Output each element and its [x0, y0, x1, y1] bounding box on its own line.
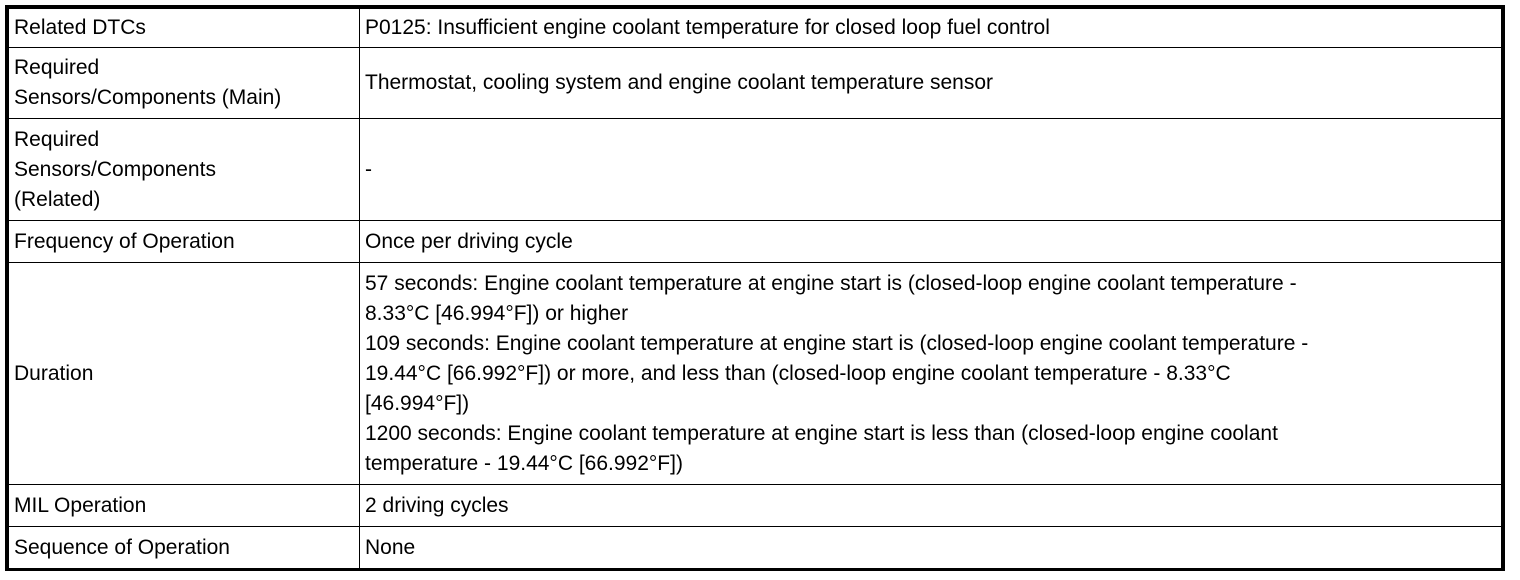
dtc-info-table: [8, 8, 1502, 569]
label-sequence: Sequence of Operation: [9, 527, 360, 569]
value-required-main: Thermostat, cooling system and engine coolant temperature sensor: [360, 48, 1502, 119]
label-frequency: Frequency of Operation: [9, 221, 360, 263]
duration-line: 19.44°C [66.992°F]) or more, and less than (closed-loop engine coolant temperature - 8.33°C: [365, 361, 1231, 385]
value-sequence: None: [360, 527, 1502, 569]
label-line: Required: [14, 56, 100, 79]
value-duration: [360, 263, 1502, 485]
value-frequency: Once per driving cycle: [360, 221, 1502, 263]
value-required-related: -: [360, 119, 1502, 221]
table-row-mil-operation: [9, 485, 1502, 527]
label-mil-operation: MIL Operation: [9, 485, 360, 527]
duration-line: [46.994°F]): [365, 391, 470, 415]
label-duration: Duration: [9, 263, 360, 485]
duration-line: 8.33°C [46.994°F]) or higher: [365, 301, 629, 325]
label-line: Sensors/Components (Main): [14, 86, 282, 109]
value-related-dtcs: P0125: Insufficient engine coolant temperature for closed loop fuel control: [360, 9, 1502, 48]
label-line: Required: [14, 127, 100, 151]
label-required-related: [9, 119, 360, 221]
duration-line: 57 seconds: Engine coolant temperature at engine start is (closed-loop engine coolant temperature -: [365, 271, 1297, 295]
duration-line: 1200 seconds: Engine coolant temperature at engine start is less than (closed-loop engine coolant: [365, 421, 1278, 445]
table-row-related-dtcs: [9, 9, 1502, 48]
duration-line: 109 seconds: Engine coolant temperature at engine start is (closed-loop engine coolant temperature -: [365, 331, 1309, 355]
label-line: Sensors/Components: [14, 157, 216, 181]
table-row-sequence: [9, 527, 1502, 569]
table-row-duration: [9, 263, 1502, 485]
table-row-frequency: [9, 221, 1502, 263]
label-required-main: [9, 48, 360, 119]
label-related-dtcs: Related DTCs: [9, 9, 360, 48]
dtc-info-table-frame: [5, 5, 1505, 571]
table-row-required-related: [9, 119, 1502, 221]
duration-line: temperature - 19.44°C [66.992°F]): [365, 451, 683, 475]
value-mil-operation: 2 driving cycles: [360, 485, 1502, 527]
table-row-required-main: [9, 48, 1502, 119]
label-line: (Related): [14, 187, 101, 211]
